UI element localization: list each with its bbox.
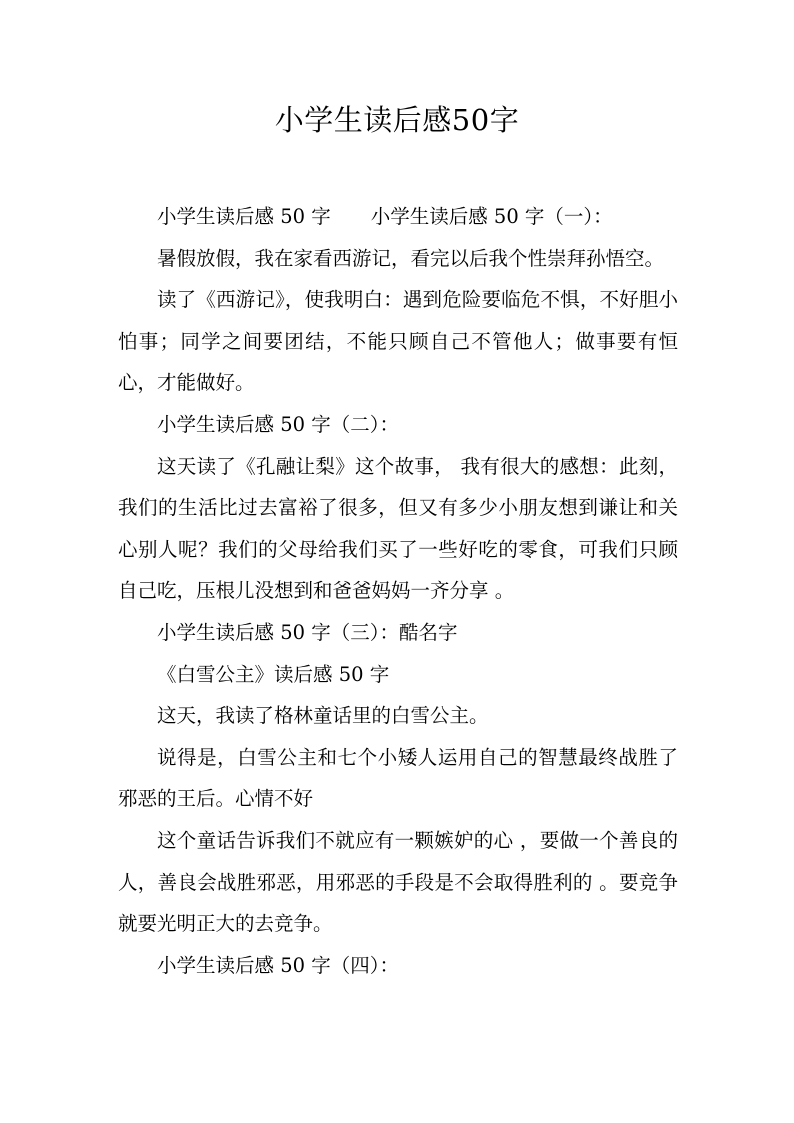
paragraph: 这天读了《孔融让梨》这个故事， 我有很大的感想：此刻，我们的生活比过去富裕了很多，但又有多少小朋友想到谦让和关心别人呢？我们的父母给我们买了一些好吃的零食，可我们只顾自己吃，压根儿没想到和爸爸妈妈一齐分享 。 (118, 454, 678, 603)
heading-right: 小学生读后感 50 字（一）： (370, 205, 613, 228)
page-title: 小学生读后感50字 (274, 103, 520, 137)
paragraph: 暑假放假，我在家看西游记，看完以后我个性崇拜孙悟空。 (157, 246, 665, 270)
section-heading: 小学生读后感 50 字（四）： (157, 953, 399, 977)
paragraph: 读了《西游记》，使我明白：遇到危险要临危不惧，不好胆小怕事；同学之间要团结，不能只顾自己不管他人；做事要有恒心，才能做好。 (118, 288, 678, 395)
paragraph: 这个童话告诉我们不就应有一颗嫉妒的心 ，要做一个善良的人，善良会战胜邪恶，用邪恶的手段是不会取得胜利的 。要竞争就要光明正大的去竞争。 (118, 828, 678, 936)
section-heading: 小学生读后感 50 字（二）： (157, 412, 399, 436)
paragraph: 这天，我读了格林童话里的白雪公主。 (157, 704, 489, 728)
paragraph-heading-1 (118, 196, 678, 238)
book-heading: 《白雪公主》读后感 50 字 (157, 662, 390, 686)
section-heading: 小学生读后感 50 字（三）：酷名字 (157, 620, 458, 644)
document-body (118, 196, 678, 986)
paragraph: 说得是，白雪公主和七个小矮人运用自己的智慧最终战胜了邪恶的王后。心情不好 (118, 745, 678, 811)
heading-left: 小学生读后感 50 字 (157, 205, 331, 228)
